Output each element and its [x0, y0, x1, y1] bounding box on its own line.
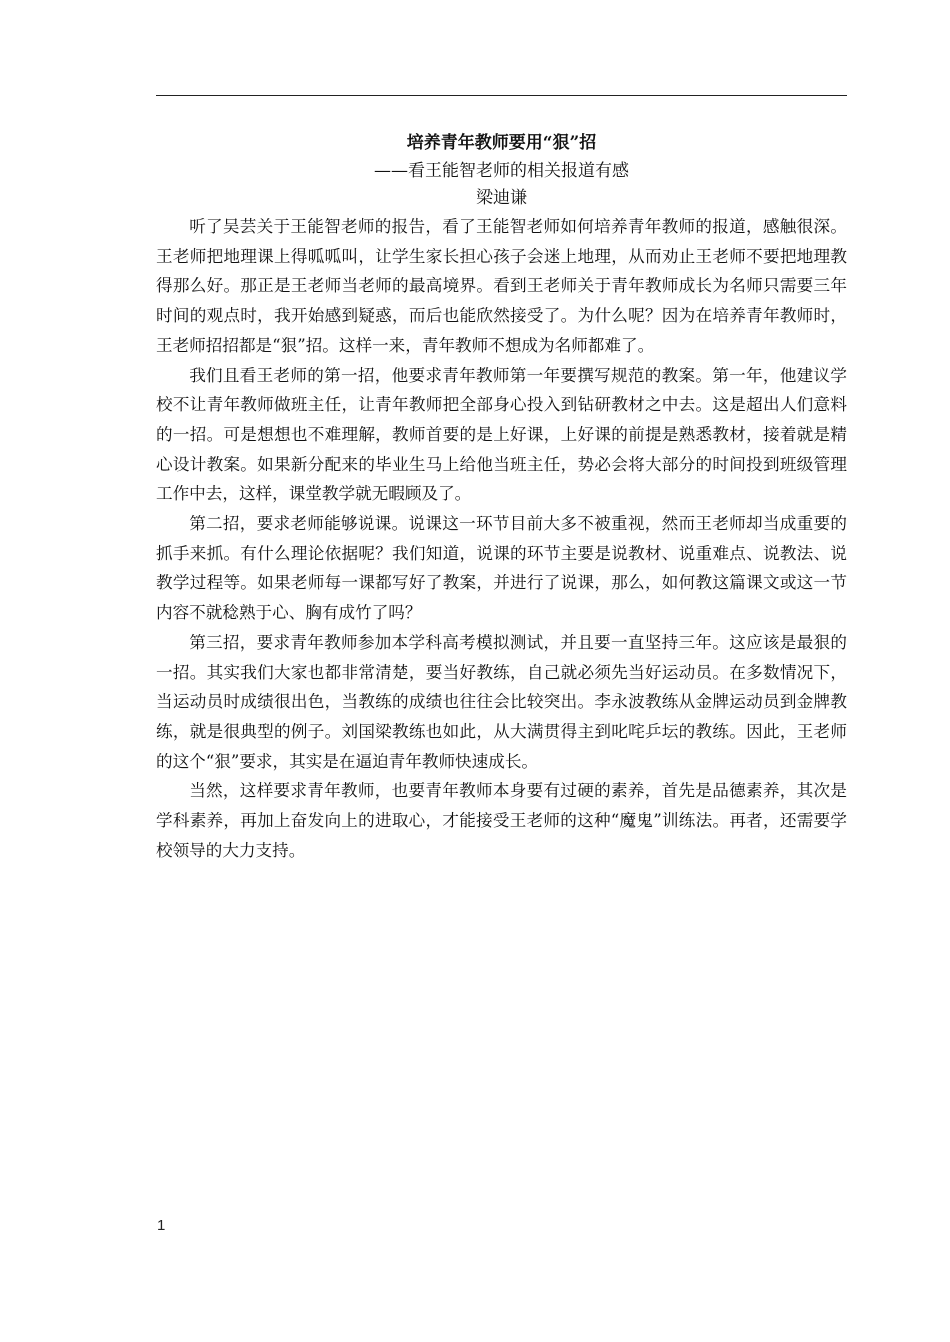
paragraph: 第二招，要求老师能够说课。说课这一环节目前大多不被重视，然而王老师却当成重要的抓手来抓。有什么理论依据呢？我们知道，说课的环节主要是说教材、说重难点、说教法、说教学过程等。如果老师每一课都写好了教案，并进行了说课，那么，如何教这篇课文或这一节内容不就稔熟于心、胸有成竹了吗？ [156, 514, 847, 623]
paragraph: 我们且看王老师的第一招，他要求青年教师第一年要撰写规范的教案。第一年，他建议学校不让青年教师做班主任，让青年教师把全部身心投入到钻研教材之中去。这是超出人们意料的一招。可是想想也不难理解，教师首要的是上好课，上好课的前提是熟悉教材，接着就是精心设计教案。如果新分配来的毕业生马上给他当班主任，势必会将大部分的时间投到班级管理工作中去，这样，课堂教学就无暇顾及了。 [156, 365, 847, 504]
header-rule [156, 95, 847, 96]
paragraph: 当然，这样要求青年教师，也要青年教师本身要有过硬的素养，首先是品德素养，其次是学科素养，再加上奋发向上的进取心，才能接受王老师的这种“魔鬼”训练法。再者，还需要学校领导的大力支持。 [156, 781, 847, 860]
page-number: 1 [157, 1217, 166, 1234]
document-title: 培养青年教师要用“狠”招 [406, 133, 597, 153]
paragraph: 听了吴芸关于王能智老师的报告，看了王能智老师如何培养青年教师的报道，感触很深。王老师把地理课上得呱呱叫，让学生家长担心孩子会迷上地理，从而劝止王老师不要把地理教得那么好。那正是王老师当老师的最高境界。看到王老师关于青年教师成长为名师只需要三年时间的观点时，我开始感到疑惑，而后也能欣然接受了。为什么呢？因为在培养青年教师时，王老师招招都是“狠”招。这样一来，青年教师不想成为名师都难了。 [156, 217, 847, 355]
paragraph: 第三招，要求青年教师参加本学科高考模拟测试，并且要一直坚持三年。这应该是最狠的一招。其实我们大家也都非常清楚，要当好教练，自己就必须先当好运动员。在多数情况下，当运动员时成绩很出色，当教练的成绩也往往会比较突出。李永波教练从金牌运动员到金牌教练，就是很典型的例子。刘国梁教练也如此，从大满贯得主到叱咤乒坛的教练。因此，王老师的这个“狠”要求，其实是在逼迫青年教师快速成长。 [156, 632, 847, 771]
document-body [156, 128, 847, 865]
document-subtitle: ——看王能智老师的相关报道有感 [374, 161, 629, 181]
document-author: 梁迪谦 [476, 188, 527, 208]
